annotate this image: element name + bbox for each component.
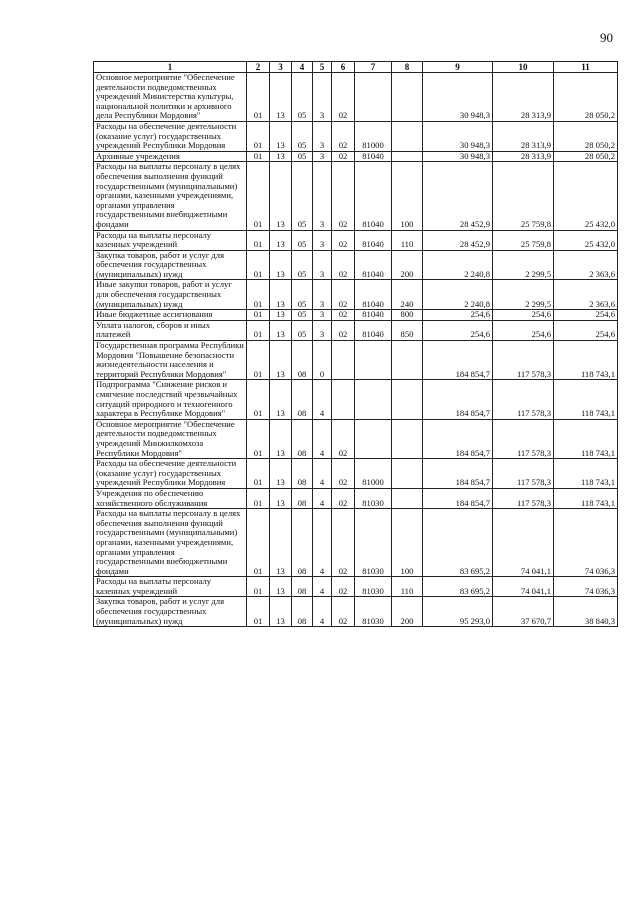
cell-amount: 117 578,3: [493, 488, 554, 508]
cell-code: 81000: [355, 459, 392, 489]
cell-amount: 74 036,3: [554, 509, 618, 577]
cell-code: 3: [313, 230, 332, 250]
cell-code: 100: [392, 509, 423, 577]
cell-amount: 2 363,6: [554, 280, 618, 310]
cell-amount: 28 452,9: [423, 162, 493, 230]
table-row: [94, 320, 618, 340]
cell-code: 13: [270, 280, 292, 310]
cell-amount: 25 432,0: [554, 162, 618, 230]
column-header: 2: [247, 62, 270, 73]
row-name: Расходы на выплаты персоналу в целях обеспечения выполнения функций государственными (муниципальными) органами, казенными учреждениями, органами управления государственными внебюджетными фондами: [94, 162, 247, 230]
row-name: Расходы на выплаты персоналу казенных учреждений: [94, 230, 247, 250]
cell-code: 01: [247, 341, 270, 380]
column-header: 6: [332, 62, 355, 73]
budget-table: [93, 61, 618, 627]
cell-code: 200: [392, 597, 423, 627]
cell-amount: 184 854,7: [423, 341, 493, 380]
cell-code: 01: [247, 250, 270, 280]
cell-code: 13: [270, 162, 292, 230]
cell-amount: 28 313,9: [493, 151, 554, 162]
row-name: Расходы на выплаты персоналу в целях обеспечения выполнения функций государственными (муниципальными) органами, казенными учреждениями, органами управления государственными внебюджетными фондами: [94, 509, 247, 577]
cell-code: 01: [247, 162, 270, 230]
cell-code: 02: [332, 250, 355, 280]
cell-code: 81040: [355, 310, 392, 321]
table-row: [94, 162, 618, 230]
cell-code: 13: [270, 509, 292, 577]
column-header: 3: [270, 62, 292, 73]
table-row: [94, 597, 618, 627]
cell-code: 13: [270, 419, 292, 458]
cell-code: 110: [392, 577, 423, 597]
cell-code: 3: [313, 151, 332, 162]
cell-code: 81040: [355, 320, 392, 340]
cell-amount: 118 743,1: [554, 341, 618, 380]
cell-code: 02: [332, 73, 355, 122]
cell-code: 200: [392, 250, 423, 280]
cell-amount: 74 041,1: [493, 577, 554, 597]
cell-code: 05: [292, 162, 313, 230]
cell-code: [355, 73, 392, 122]
cell-amount: 2 363,6: [554, 250, 618, 280]
column-header: 8: [392, 62, 423, 73]
cell-code: 81040: [355, 151, 392, 162]
cell-amount: 25 759,8: [493, 230, 554, 250]
cell-code: 81030: [355, 509, 392, 577]
cell-amount: 74 041,1: [493, 509, 554, 577]
cell-amount: 30 948,3: [423, 151, 493, 162]
cell-amount: 254,6: [423, 310, 493, 321]
cell-code: [392, 121, 423, 151]
cell-code: 81040: [355, 250, 392, 280]
cell-amount: 37 670,7: [493, 597, 554, 627]
cell-code: 05: [292, 151, 313, 162]
cell-code: 02: [332, 320, 355, 340]
cell-amount: 254,6: [554, 320, 618, 340]
cell-amount: 118 743,1: [554, 459, 618, 489]
row-name: Закупка товаров, работ и услуг для обеспечения государственных (муниципальных) нужд: [94, 597, 247, 627]
cell-code: 08: [292, 459, 313, 489]
cell-code: 13: [270, 320, 292, 340]
cell-code: 01: [247, 419, 270, 458]
cell-code: 08: [292, 419, 313, 458]
cell-amount: 28 050,2: [554, 121, 618, 151]
cell-code: 01: [247, 459, 270, 489]
cell-amount: 38 840,3: [554, 597, 618, 627]
row-name: Расходы на обеспечение деятельности (оказание услуг) государственных учреждений Республики Мордовия: [94, 459, 247, 489]
cell-code: 81040: [355, 230, 392, 250]
table-row: [94, 509, 618, 577]
column-header: 9: [423, 62, 493, 73]
table-row: [94, 73, 618, 122]
cell-code: [332, 380, 355, 419]
cell-code: 08: [292, 341, 313, 380]
cell-code: 02: [332, 597, 355, 627]
cell-code: [392, 341, 423, 380]
cell-code: 05: [292, 73, 313, 122]
cell-amount: 117 578,3: [493, 419, 554, 458]
cell-amount: 28 452,9: [423, 230, 493, 250]
cell-code: 02: [332, 488, 355, 508]
cell-code: 13: [270, 73, 292, 122]
cell-code: 3: [313, 250, 332, 280]
cell-code: [392, 488, 423, 508]
cell-code: 13: [270, 459, 292, 489]
cell-code: 01: [247, 73, 270, 122]
cell-code: [332, 341, 355, 380]
table-row: [94, 341, 618, 380]
row-name: Расходы на выплаты персоналу казенных учреждений: [94, 577, 247, 597]
cell-code: 02: [332, 230, 355, 250]
row-name: Иные закупки товаров, работ и услуг для обеспечения государственных (муниципальных) нужд: [94, 280, 247, 310]
table-header-row: [94, 62, 618, 73]
cell-code: 13: [270, 488, 292, 508]
cell-code: 81030: [355, 577, 392, 597]
table-row: [94, 151, 618, 162]
cell-code: 13: [270, 310, 292, 321]
cell-amount: 28 050,2: [554, 151, 618, 162]
cell-code: 08: [292, 509, 313, 577]
cell-code: [392, 419, 423, 458]
table-row: [94, 419, 618, 458]
cell-code: 01: [247, 280, 270, 310]
cell-code: 3: [313, 73, 332, 122]
cell-code: 08: [292, 577, 313, 597]
cell-amount: 184 854,7: [423, 419, 493, 458]
cell-amount: 254,6: [554, 310, 618, 321]
table-row: [94, 250, 618, 280]
cell-code: [392, 151, 423, 162]
cell-code: 05: [292, 250, 313, 280]
row-name: Уплата налогов, сборов и иных платежей: [94, 320, 247, 340]
cell-code: 01: [247, 509, 270, 577]
cell-code: 81040: [355, 162, 392, 230]
row-name: Иные бюджетные ассигнования: [94, 310, 247, 321]
cell-code: 08: [292, 380, 313, 419]
cell-code: 81030: [355, 597, 392, 627]
column-header: 4: [292, 62, 313, 73]
cell-code: 4: [313, 380, 332, 419]
cell-code: 3: [313, 162, 332, 230]
cell-code: 01: [247, 151, 270, 162]
cell-code: 3: [313, 320, 332, 340]
column-header: 1: [94, 62, 247, 73]
column-header: 5: [313, 62, 332, 73]
row-name: Основное мероприятие "Обеспечение деятельности подведомственных учреждений Минжилкомхоза Республики Мордовия": [94, 419, 247, 458]
cell-code: 01: [247, 230, 270, 250]
row-name: Подпрограмма "Снижение рисков и смягчение последствий чрезвычайных ситуаций природного и техногенного характера в Республике Мордовия": [94, 380, 247, 419]
cell-amount: 28 313,9: [493, 121, 554, 151]
cell-code: 13: [270, 121, 292, 151]
cell-code: 81000: [355, 121, 392, 151]
table-row: [94, 488, 618, 508]
cell-code: 4: [313, 597, 332, 627]
cell-amount: 83 695,2: [423, 577, 493, 597]
cell-code: 13: [270, 577, 292, 597]
cell-amount: 254,6: [423, 320, 493, 340]
page-number: 90: [600, 30, 613, 45]
column-header: 10: [493, 62, 554, 73]
cell-code: 13: [270, 230, 292, 250]
cell-code: 81030: [355, 488, 392, 508]
cell-code: 13: [270, 151, 292, 162]
cell-code: 01: [247, 380, 270, 419]
cell-code: 02: [332, 280, 355, 310]
cell-code: [392, 73, 423, 122]
cell-amount: 118 743,1: [554, 419, 618, 458]
cell-amount: 83 695,2: [423, 509, 493, 577]
cell-code: 4: [313, 459, 332, 489]
row-name: Государственная программа Республики Мордовия "Повышение безопасности жизнедеятельности населения и территорий Республики Мордовия": [94, 341, 247, 380]
row-name: Учреждения по обеспечению хозяйственного обслуживания: [94, 488, 247, 508]
cell-code: 05: [292, 280, 313, 310]
column-header: 11: [554, 62, 618, 73]
cell-code: 800: [392, 310, 423, 321]
cell-amount: 95 293,0: [423, 597, 493, 627]
table-row: [94, 121, 618, 151]
cell-code: 02: [332, 419, 355, 458]
cell-code: 05: [292, 320, 313, 340]
cell-amount: 118 743,1: [554, 380, 618, 419]
cell-code: 05: [292, 230, 313, 250]
cell-code: 02: [332, 310, 355, 321]
cell-code: 02: [332, 151, 355, 162]
cell-code: 4: [313, 488, 332, 508]
cell-code: 3: [313, 280, 332, 310]
cell-amount: 25 759,8: [493, 162, 554, 230]
cell-code: 08: [292, 597, 313, 627]
cell-code: 13: [270, 341, 292, 380]
cell-code: 13: [270, 250, 292, 280]
cell-amount: 74 036,3: [554, 577, 618, 597]
table-row: [94, 577, 618, 597]
cell-code: 05: [292, 121, 313, 151]
cell-code: 01: [247, 577, 270, 597]
cell-code: 02: [332, 509, 355, 577]
cell-code: [355, 380, 392, 419]
cell-code: 05: [292, 310, 313, 321]
table-row: [94, 280, 618, 310]
cell-amount: 2 299,5: [493, 250, 554, 280]
cell-code: 100: [392, 162, 423, 230]
cell-code: 13: [270, 597, 292, 627]
cell-amount: 25 432,0: [554, 230, 618, 250]
cell-code: 240: [392, 280, 423, 310]
cell-code: 01: [247, 320, 270, 340]
cell-amount: 117 578,3: [493, 341, 554, 380]
cell-code: 4: [313, 419, 332, 458]
cell-code: [355, 341, 392, 380]
cell-code: [355, 419, 392, 458]
cell-code: 01: [247, 310, 270, 321]
cell-code: 01: [247, 597, 270, 627]
cell-amount: 184 854,7: [423, 488, 493, 508]
row-name: Закупка товаров, работ и услуг для обеспечения государственных (муниципальных) нужд: [94, 250, 247, 280]
cell-code: 4: [313, 509, 332, 577]
cell-code: 08: [292, 488, 313, 508]
cell-code: 81040: [355, 280, 392, 310]
table-row: [94, 230, 618, 250]
cell-amount: 28 050,2: [554, 73, 618, 122]
cell-code: [392, 459, 423, 489]
cell-amount: 118 743,1: [554, 488, 618, 508]
cell-amount: 28 313,9: [493, 73, 554, 122]
cell-code: [392, 380, 423, 419]
cell-amount: 2 299,5: [493, 280, 554, 310]
cell-code: 02: [332, 162, 355, 230]
cell-amount: 30 948,3: [423, 73, 493, 122]
cell-code: 02: [332, 121, 355, 151]
row-name: Расходы на обеспечение деятельности (оказание услуг) государственных учреждений Республики Мордовия: [94, 121, 247, 151]
cell-amount: 30 948,3: [423, 121, 493, 151]
cell-amount: 254,6: [493, 310, 554, 321]
cell-code: 3: [313, 310, 332, 321]
cell-code: 110: [392, 230, 423, 250]
cell-amount: 2 240,8: [423, 280, 493, 310]
cell-code: 01: [247, 488, 270, 508]
table-row: [94, 459, 618, 489]
cell-amount: 2 240,8: [423, 250, 493, 280]
cell-amount: 254,6: [493, 320, 554, 340]
cell-code: 4: [313, 577, 332, 597]
cell-code: 850: [392, 320, 423, 340]
table-row: [94, 380, 618, 419]
cell-amount: 117 578,3: [493, 459, 554, 489]
cell-code: 13: [270, 380, 292, 419]
cell-code: 3: [313, 121, 332, 151]
row-name: Основное мероприятие "Обеспечение деятельности подведомственных учреждений Министерства культуры, национальной политики и архивного дела Республики Мордовия": [94, 73, 247, 122]
cell-code: 01: [247, 121, 270, 151]
cell-amount: 184 854,7: [423, 380, 493, 419]
cell-code: 0: [313, 341, 332, 380]
row-name: Архивные учреждения: [94, 151, 247, 162]
cell-amount: 184 854,7: [423, 459, 493, 489]
cell-code: 02: [332, 577, 355, 597]
cell-amount: 117 578,3: [493, 380, 554, 419]
column-header: 7: [355, 62, 392, 73]
cell-code: 02: [332, 459, 355, 489]
table-row: [94, 310, 618, 321]
